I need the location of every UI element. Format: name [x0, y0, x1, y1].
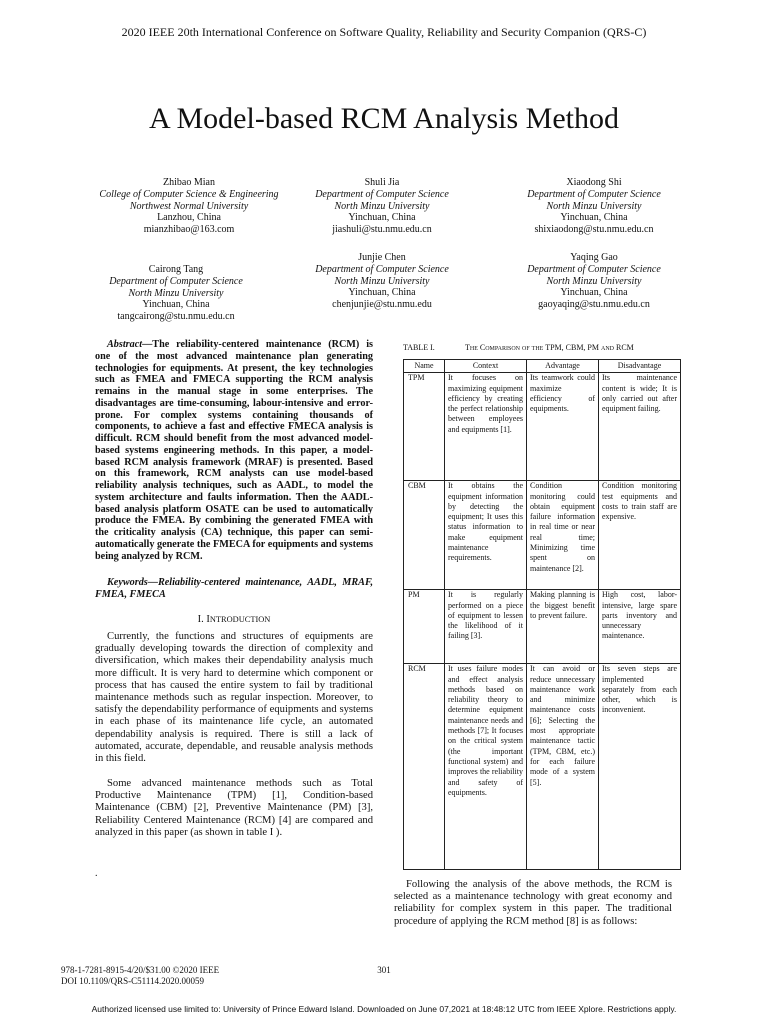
author-email: jiashuli@stu.nmu.edu.cn	[332, 224, 432, 236]
table-cell-advantage: Condition monitoring could obtain equipment failure information in real time or near real time; Minimizing time spent on maintenance [2].	[527, 481, 599, 590]
table-caption-text: The Comparison of the TPM, CBM, PM and RCM	[465, 343, 634, 352]
table-row	[404, 664, 681, 870]
table-row	[404, 481, 681, 590]
author-name: Cairong Tang	[148, 264, 204, 275]
table-cell-name: TPM	[404, 373, 445, 481]
author-city: Yinchuan, China	[348, 287, 416, 299]
author-city: Lanzhou, China	[157, 212, 221, 224]
author-city: Yinchuan, China	[348, 212, 416, 224]
author-affiliation: Department of Computer Science	[109, 275, 243, 287]
table-header-cell: Name	[404, 360, 445, 373]
section-heading-introduction	[95, 614, 373, 625]
table-cell-context: It focuses on maximizing equipment efficiency by creating the perfect relationship between employees and equipments [1].	[445, 373, 527, 481]
author-email: gaoyaqing@stu.nmu.edu.cn	[538, 299, 650, 311]
author-organization: North Minzu University	[546, 200, 642, 212]
author-affiliation: Department of Computer Science	[315, 188, 449, 200]
table-cell-context: It uses failure modes and effect analysis methods based on reliability theory to determine equipment maintenance needs and methods [7]; It focuses on the critical system (the important functional system) and improves the reliability and safety of equipments.	[445, 664, 527, 870]
table-row	[404, 373, 681, 481]
table-cell-advantage: It can avoid or reduce unnecessary maintenance work and minimize maintenance costs [6]; Selecting the most appropriate maintenance tactic (TPM, CBM, etc.) for each failure mode of a system [5].	[527, 664, 599, 870]
section-title-rest: NTRODUCTION	[209, 615, 271, 624]
author-block-2	[267, 177, 497, 236]
author-city: Yinchuan, China	[560, 287, 628, 299]
keywords	[95, 577, 373, 601]
table-cell-disadvantage: Its seven steps are implemented separately from each other, which is inconvenient.	[599, 664, 681, 870]
author-organization: Northwest Normal University	[129, 200, 249, 212]
author-name: Shuli Jia	[364, 177, 400, 188]
table-cell-context: It obtains the equipment information by detecting the equipment; It uses this status information to make equipment maintenance requirements.	[445, 481, 527, 590]
keywords-text: Keywords—Reliability-centered maintenance, AADL, MRAF, FMEA, FMECA	[95, 577, 373, 600]
page-number: 301	[377, 965, 391, 975]
author-city: Yinchuan, China	[560, 212, 628, 224]
doi-line: DOI 10.1109/QRS-C51114.2020.00059	[61, 976, 205, 986]
author-email: chenjunjie@stu.nmu.edu	[332, 299, 432, 311]
section-number: I.	[197, 614, 204, 625]
table-cell-name: RCM	[404, 664, 445, 870]
author-name: Yaqing Gao	[570, 252, 618, 263]
author-organization: North Minzu University	[334, 275, 430, 287]
author-affiliation: College of Computer Science & Engineering	[99, 188, 279, 200]
table-cell-name: CBM	[404, 481, 445, 590]
author-block-5	[267, 252, 497, 311]
table-header-cell: Advantage	[527, 360, 599, 373]
section-title-initial: I	[206, 614, 210, 625]
author-name: Zhibao Mian	[163, 177, 215, 188]
table-row	[404, 590, 681, 664]
license-banner: Authorized licensed use limited to: University of Prince Edward Island. Downloaded on June 07,2021 at 18:48:12 UTC from IEEE Xplore. Restrictions apply.	[91, 1004, 677, 1014]
author-organization: North Minzu University	[128, 287, 224, 299]
table-cell-advantage: Its teamwork could maximize efficiency of equipments.	[527, 373, 599, 481]
author-name: Junjie Chen	[358, 252, 406, 263]
abstract-label: Abstract	[107, 339, 143, 350]
author-affiliation: Department of Computer Science	[315, 263, 449, 275]
table-cell-advantage: Making planning is the biggest benefit to prevent failure.	[527, 590, 599, 664]
author-name: Xiaodong Shi	[566, 177, 622, 188]
abstract	[95, 339, 373, 562]
table-cell-disadvantage: Condition monitoring test equipments and costs to train staff are expensive.	[599, 481, 681, 590]
conference-header: 2020 IEEE 20th International Conference on Software Quality, Reliability and Security Companion (QRS-C)	[121, 25, 647, 39]
author-block-3	[479, 177, 709, 236]
comparison-table	[403, 359, 681, 870]
table-cell-disadvantage: Its maintenance content is wide; It is only carried out after equipment failing.	[599, 373, 681, 481]
author-email: shixiaodong@stu.nmu.edu.cn	[534, 224, 654, 236]
intro-paragraph-1: Currently, the functions and structures of equipments are gradually developing towards the direction of complexity and diversification, which makes their dependability analysis much more difficult. It is very hard to determine which component or process that has caused the entire system to fail by traditional maintenance methods such as regular inspection. Moreover, to satisfy the dependability performance of equipments and systems in each phase of its maintenance life cycle, an automated dependability analysis is required. There is still a lack of automated, accurate, dependable, and reusable analysis methods in this field.	[95, 631, 373, 765]
author-block-4	[61, 264, 291, 323]
intro-paragraph-2: Some advanced maintenance methods such as Total Productive Maintenance (TPM) [1], Condition-based Maintenance (CBM) [2], Preventive Maintenance (PM) [3], Reliability Centered Maintenance (RCM) [4] are compared and analyzed in this paper (as shown in table I ).	[95, 778, 373, 838]
author-affiliation: Department of Computer Science	[527, 188, 661, 200]
author-organization: North Minzu University	[334, 200, 430, 212]
table-cell-name: PM	[404, 590, 445, 664]
isbn-line: 978-1-7281-8915-4/20/$31.00 ©2020 IEEE	[61, 965, 220, 975]
abstract-text: —The reliability-centered maintenance (RCM) is one of the most advanced maintenance plan generating technologies for equipments. At present, the key technologies such as FMEA and FMECA supporting the RCM analysis remains in the manual stage in some enterprises. The disadvantages are time-consuming, labour-intensive and error-prone. For complex systems containing thousands of components, to achieve a fast and effective FMECA analysis is difficult. RCM should benefit from the most advanced model-based systems engineering methods. In this paper, a model-based RCM analysis framework (MRAF) is presented. Based on this framework, RCM analysts can use model-based reliability analysis techniques, such as AADL, to model the system architecture and faults information. Then the AADL-based analysis platform OSATE can be used to automatically produce the FMEA. By combining the generated FMEA with the criticality analysis (CA) technique, this paper can semi-automatically generate the FMECA for equipments and systems being analyzed by RCM.	[95, 339, 373, 562]
table-number: TABLE I.	[403, 343, 435, 352]
author-block-6	[479, 252, 709, 311]
author-organization: North Minzu University	[546, 275, 642, 287]
stray-mark: .	[95, 868, 98, 879]
author-city: Yinchuan, China	[142, 299, 210, 311]
table-cell-disadvantage: High cost, labor-intensive, large spare parts inventory and unnecessary maintenance.	[599, 590, 681, 664]
table-cell-context: It is regularly performed on a piece of equipment to lessen the likelihood of it failing [3].	[445, 590, 527, 664]
author-affiliation: Department of Computer Science	[527, 263, 661, 275]
author-email: mianzhibao@163.com	[143, 224, 235, 236]
author-email: tangcairong@stu.nmu.edu.cn	[117, 311, 235, 323]
right-column-paragraph: Following the analysis of the above methods, the RCM is selected as a maintenance technology with great economy and reliability for complex system in this paper. The traditional procedure of applying the RCM method [8] is as follows:	[394, 879, 672, 927]
table-header-cell: Disadvantage	[599, 360, 681, 373]
table-header-row	[404, 360, 681, 373]
paper-title: A Model-based RCM Analysis Method	[149, 102, 619, 135]
table-header-cell: Context	[445, 360, 527, 373]
